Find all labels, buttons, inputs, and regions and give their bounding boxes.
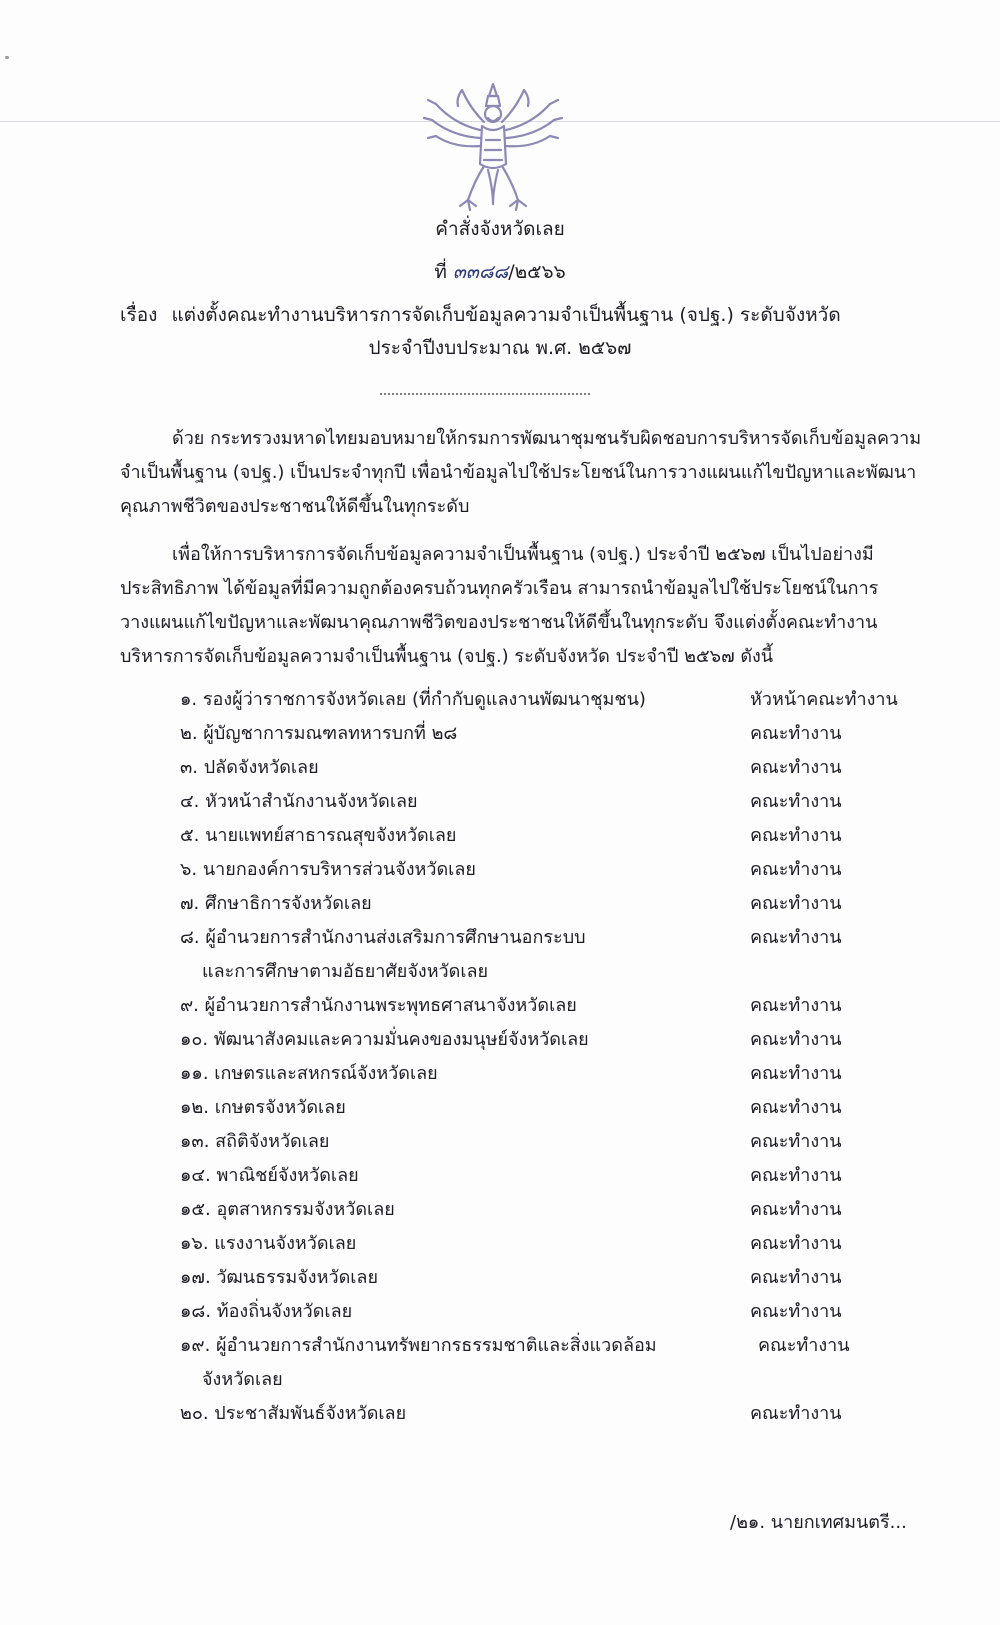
subject-line (120, 302, 880, 328)
subject-label: เรื่อง (120, 304, 158, 326)
member-role: คณะทำงาน (750, 1199, 842, 1220)
paragraph-1 (120, 422, 930, 524)
member-role: คณะทำงาน (750, 1063, 842, 1084)
subject-text: แต่งตั้งคณะทำงานบริหารการจัดเก็บข้อมูลความจำเป็นพื้นฐาน (จปฐ.) ระดับจังหวัด (171, 304, 841, 326)
member-role: คณะทำงาน (750, 825, 842, 846)
member-name: ๑๖. แรงงานจังหวัดเลย (180, 1233, 357, 1254)
member-role: คณะทำงาน (750, 1131, 842, 1152)
member-role: คณะทำงาน (750, 995, 842, 1016)
member-role: คณะทำงาน (750, 791, 842, 812)
member-role: คณะทำงาน (750, 1403, 842, 1424)
member-name: ๑๒. เกษตรจังหวัดเลย (180, 1097, 346, 1118)
order-year: /๒๕๖๖ (508, 261, 566, 283)
member-name: ๑๓. สถิติจังหวัดเลย (180, 1131, 330, 1152)
continuation-note: /๒๑. นายกเทศมนตรี... (730, 1512, 907, 1533)
paragraph-2 (120, 538, 930, 674)
member-name: ๗. ศึกษาธิการจังหวัดเลย (180, 893, 372, 914)
member-name: ๑๙. ผู้อำนวยการสำนักงานทรัพยากรธรรมชาติและสิ่งแวดล้อม (180, 1335, 657, 1356)
member-role: คณะทำงาน (750, 757, 842, 778)
order-number-prefix: ที่ (434, 261, 447, 283)
member-name: ๓. ปลัดจังหวัดเลย (180, 757, 319, 778)
member-role: คณะทำงาน (750, 1097, 842, 1118)
paragraph-2-text: เพื่อให้การบริหารการจัดเก็บข้อมูลความจำเป็นพื้นฐาน (จปฐ.) ประจำปี ๒๕๖๗ เป็นไปอย่างมีประสิทธิภาพ ได้ข้อมูลที่มีความถูกต้องครบถ้วนทุกครัวเรือน สามารถนำข้อมูลไปใช้ประโยชน์ในการวางแผนแก้ไขปัญหาและพัฒนาคุณภาพชีวิตของประชาชนให้ดีขึ้นในทุกระดับ จึงแต่งตั้งคณะทำงานบริหารการจัดเก็บข้อมูลความจำเป็นพื้นฐาน (จปฐ.) ระดับจังหวัด ประจำปี ๒๕๖๗ ดังนี้ (120, 544, 879, 667)
member-name: ๒๐. ประชาสัมพันธ์จังหวัดเลย (180, 1403, 407, 1424)
member-name: ๑๐. พัฒนาสังคมและความมั่นคงของมนุษย์จังหวัดเลย (180, 1029, 589, 1050)
member-role: คณะทำงาน (750, 1029, 842, 1050)
garuda-emblem-icon (418, 78, 568, 218)
member-role: คณะทำงาน (750, 1165, 842, 1186)
member-name: ๑๔. พาณิชย์จังหวัดเลย (180, 1165, 359, 1186)
member-name-line-2: จังหวัดเลย (202, 1369, 283, 1390)
member-name-line-2: และการศึกษาตามอัธยาศัยจังหวัดเลย (202, 961, 489, 982)
subject-line-2: ประจำปีงบประมาณ พ.ศ. ๒๕๖๗ (368, 337, 632, 359)
member-name: ๘. ผู้อำนวยการสำนักงานส่งเสริมการศึกษานอกระบบ (180, 927, 586, 948)
member-name: ๖. นายกองค์การบริหารส่วนจังหวัดเลย (180, 859, 476, 880)
member-name: ๑๘. ท้องถิ่นจังหวัดเลย (180, 1301, 353, 1322)
member-role: คณะทำงาน (750, 723, 842, 744)
order-number: ๓๓๘๘ (452, 261, 509, 283)
paragraph-1-text: ด้วย กระทรวงมหาดไทยมอบหมายให้กรมการพัฒนาชุมชนรับผิดชอบการบริหารจัดเก็บข้อมูลความจำเป็นพื้นฐาน (จปฐ.) เป็นประจำทุกปี เพื่อนำข้อมูลไปใช้ประโยชน์ในการวางแผนแก้ไขปัญหาและพัฒนาคุณภาพชีวิตของประชาชนให้ดีขึ้นในทุกระดับ (120, 428, 922, 517)
member-role: คณะทำงาน (750, 1301, 842, 1322)
member-role: คณะทำงาน (758, 1335, 850, 1356)
member-name: ๑๗. วัฒนธรรมจังหวัดเลย (180, 1267, 378, 1288)
member-name: ๙. ผู้อำนวยการสำนักงานพระพุทธศาสนาจังหวัดเลย (180, 995, 577, 1016)
member-name: ๒. ผู้บัญชาการมณฑลทหารบกที่ ๒๘ (180, 723, 458, 744)
member-role: คณะทำงาน (750, 859, 842, 880)
member-name: ๑๕. อุตสาหกรรมจังหวัดเลย (180, 1199, 395, 1220)
member-role: คณะทำงาน (750, 1267, 842, 1288)
member-role: หัวหน้าคณะทำงาน (750, 689, 898, 710)
scan-speck (5, 56, 9, 59)
member-role: คณะทำงาน (750, 1233, 842, 1254)
member-role: คณะทำงาน (750, 927, 842, 948)
member-name: ๕. นายแพทย์สาธารณสุขจังหวัดเลย (180, 825, 457, 846)
order-number-line (0, 259, 1000, 285)
separator (380, 393, 590, 395)
member-name: ๑๑. เกษตรและสหกรณ์จังหวัดเลย (180, 1063, 438, 1084)
member-name: ๔. หัวหน้าสำนักงานจังหวัดเลย (180, 791, 418, 812)
order-title: คำสั่งจังหวัดเลย (435, 218, 565, 240)
member-role: คณะทำงาน (750, 893, 842, 914)
member-name: ๑. รองผู้ว่าราชการจังหวัดเลย (ที่กำกับดูแลงานพัฒนาชุมชน) (180, 689, 646, 710)
